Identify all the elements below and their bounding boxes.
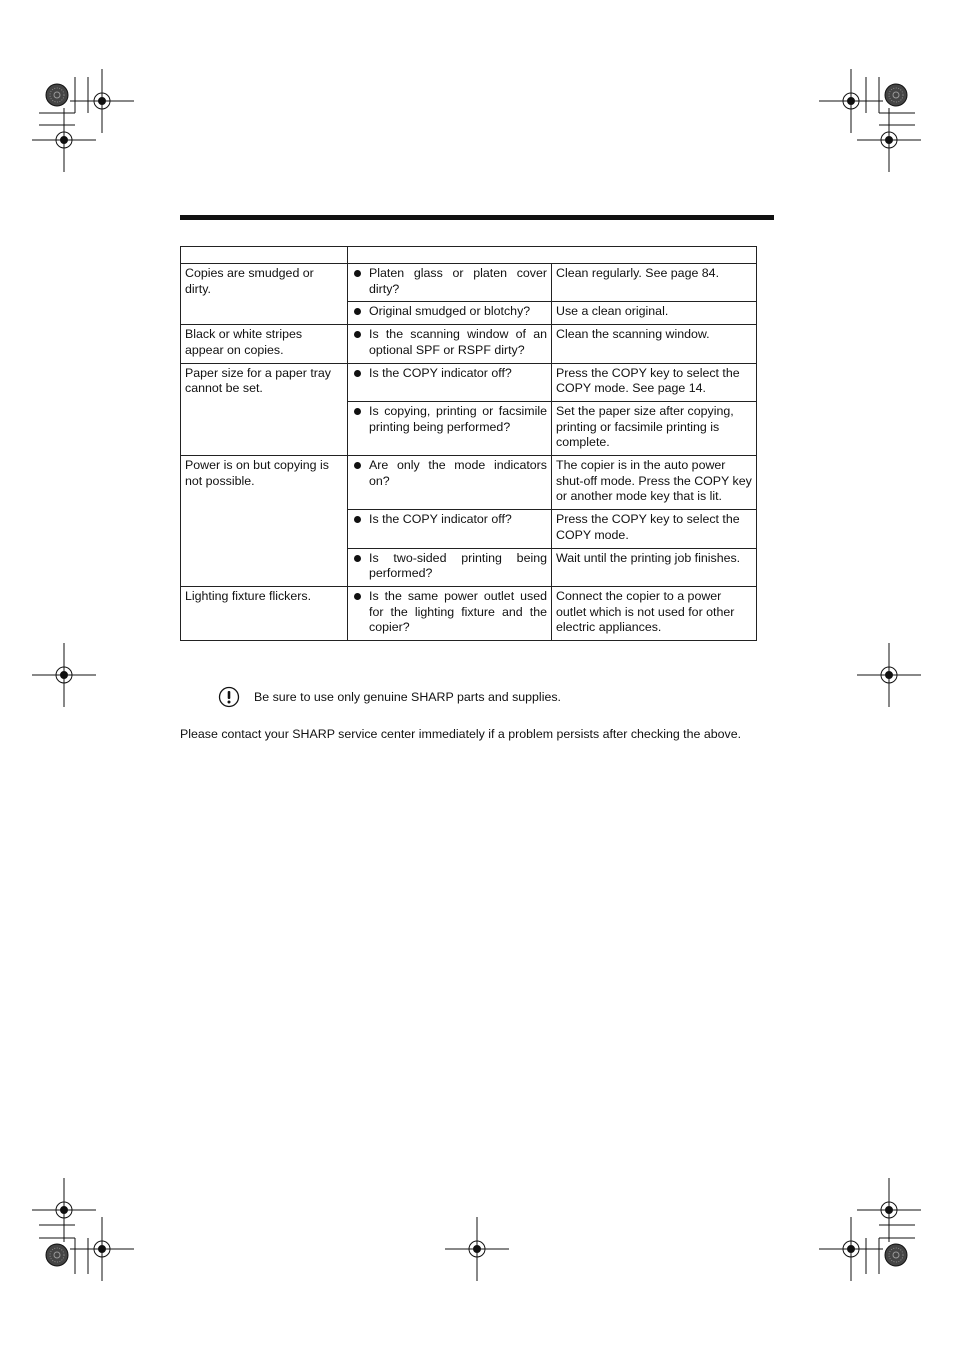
check-cell: Platen glass or platen cover dirty?	[348, 264, 552, 302]
table-header-row	[181, 247, 757, 264]
caution-text: Be sure to use only genuine SHARP parts and supplies.	[254, 690, 561, 704]
check-cell: Is the same power outlet used for the lighting fixture and the copier?	[348, 586, 552, 640]
troubleshooting-table	[180, 246, 757, 641]
caution-icon	[218, 686, 240, 708]
bullet-icon	[354, 331, 361, 338]
check-cell: Are only the mode indicators on?	[348, 456, 552, 510]
bullet-icon	[354, 308, 361, 315]
section-rule	[180, 215, 774, 220]
bullet-icon	[354, 462, 361, 469]
top-left-marks	[32, 69, 134, 172]
problem-cell: Paper size for a paper tray cannot be set.	[181, 363, 348, 456]
bottom-left-marks	[32, 1178, 134, 1281]
solution-cell: Use a clean original.	[552, 302, 757, 325]
solution-cell: Press the COPY key to select the COPY mode. See page 14.	[552, 363, 757, 401]
top-right-marks	[819, 69, 921, 172]
solution-cell: Wait until the printing job finishes.	[552, 548, 757, 586]
check-cell: Is copying, printing or facsimile printing being performed?	[348, 401, 552, 455]
middle-right-marks	[857, 643, 921, 707]
table-row	[181, 363, 757, 401]
header-problem	[181, 247, 348, 264]
solution-cell: The copier is in the auto power shut-off mode. Press the COPY key or another mode key that is lit.	[552, 456, 757, 510]
solution-cell: Set the paper size after copying, printing or facsimile printing is complete.	[552, 401, 757, 455]
bullet-icon	[354, 516, 361, 523]
header-check-solution	[348, 247, 757, 264]
bullet-icon	[354, 555, 361, 562]
problem-cell: Lighting fixture flickers.	[181, 586, 348, 640]
solution-cell: Clean regularly. See page 84.	[552, 264, 757, 302]
table-row	[181, 456, 757, 510]
solution-cell: Press the COPY key to select the COPY mode.	[552, 510, 757, 548]
caution-note	[218, 686, 561, 708]
problem-cell: Copies are smudged or dirty.	[181, 264, 348, 325]
check-cell: Is two-sided printing being performed?	[348, 548, 552, 586]
table-row	[181, 264, 757, 302]
bullet-icon	[354, 593, 361, 600]
table-row	[181, 586, 757, 640]
solution-cell: Connect the copier to a power outlet which is not used for other electric appliances.	[552, 586, 757, 640]
bottom-right-marks	[819, 1178, 921, 1281]
problem-cell: Power is on but copying is not possible.	[181, 456, 348, 587]
bottom-center-marks	[445, 1217, 509, 1281]
solution-cell: Clean the scanning window.	[552, 325, 757, 363]
middle-left-marks	[32, 643, 96, 707]
check-cell: Is the scanning window of an optional SPF or RSPF dirty?	[348, 325, 552, 363]
problem-cell: Black or white stripes appear on copies.	[181, 325, 348, 363]
bullet-icon	[354, 408, 361, 415]
table-row	[181, 325, 757, 363]
check-cell: Is the COPY indicator off?	[348, 510, 552, 548]
contact-paragraph: Please contact your SHARP service center immediately if a problem persists after checking the above.	[180, 727, 742, 741]
bullet-icon	[354, 370, 361, 377]
check-cell: Original smudged or blotchy?	[348, 302, 552, 325]
bullet-icon	[354, 270, 361, 277]
check-cell: Is the COPY indicator off?	[348, 363, 552, 401]
